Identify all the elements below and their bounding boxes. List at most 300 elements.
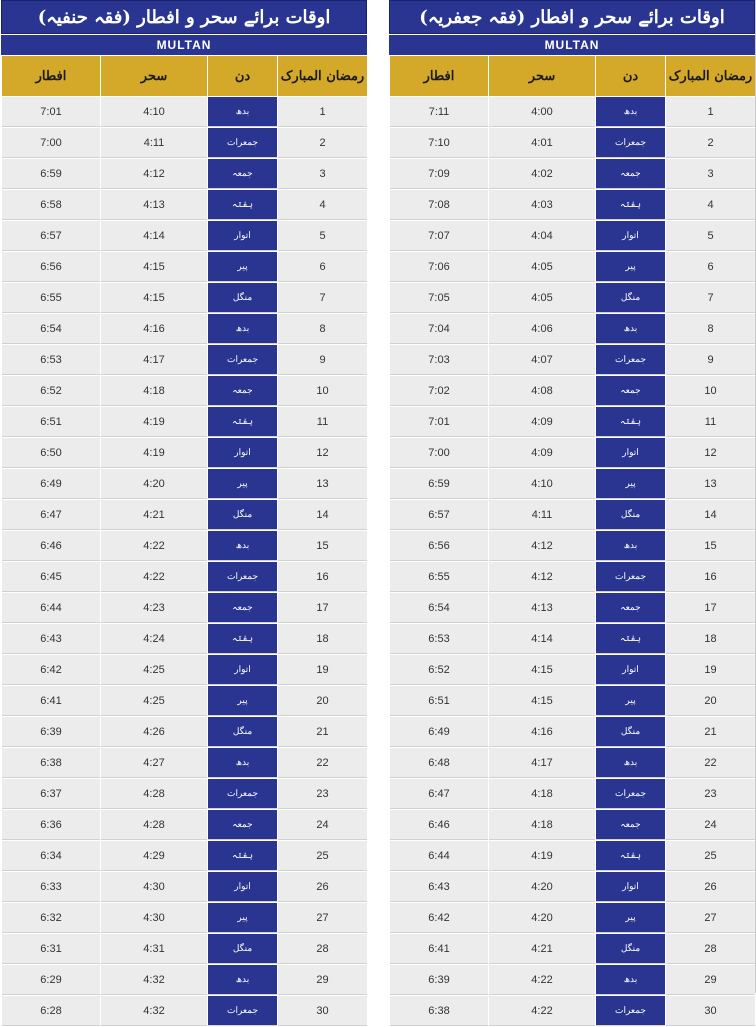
day-cell: منگل [596, 717, 665, 747]
sehr-cell: 4:31 [101, 934, 207, 964]
iftar-cell: 7:01 [390, 407, 488, 437]
sehr-cell: 4:15 [489, 655, 595, 685]
iftar-cell: 6:52 [2, 376, 100, 406]
ramadan-day-number: 7 [278, 283, 367, 313]
iftar-cell: 6:42 [2, 655, 100, 685]
sehr-cell: 4:19 [101, 407, 207, 437]
hanafi-timetable-panel [1, 0, 367, 1017]
sehr-cell: 4:15 [101, 283, 207, 313]
sehr-cell: 4:20 [489, 872, 595, 902]
table-row [2, 159, 367, 189]
sehr-cell: 4:19 [489, 841, 595, 871]
table-row [390, 252, 755, 282]
day-cell: جمعہ [596, 810, 665, 840]
day-cell: جمعہ [596, 376, 665, 406]
iftar-cell: 7:07 [390, 221, 488, 251]
timetable [1, 55, 368, 1027]
iftar-cell: 6:33 [2, 872, 100, 902]
day-cell: منگل [208, 500, 277, 530]
ramadan-day-number: 24 [666, 810, 755, 840]
header-iftar: افطار [390, 56, 488, 96]
table-row [2, 128, 367, 158]
day-cell: ہفتہ [596, 624, 665, 654]
day-cell: بدھ [596, 314, 665, 344]
day-cell: بدھ [208, 97, 277, 127]
sehr-cell: 4:14 [489, 624, 595, 654]
ramadan-day-number: 17 [278, 593, 367, 623]
timetable [389, 55, 756, 1027]
sehr-cell: 4:14 [101, 221, 207, 251]
iftar-cell: 6:49 [390, 717, 488, 747]
ramadan-day-number: 23 [278, 779, 367, 809]
ramadan-day-number: 30 [666, 996, 755, 1026]
sehr-cell: 4:28 [101, 810, 207, 840]
ramadan-day-number: 25 [278, 841, 367, 871]
ramadan-day-number: 10 [666, 376, 755, 406]
day-cell: بدھ [208, 531, 277, 561]
sehr-cell: 4:00 [489, 97, 595, 127]
table-row [2, 283, 367, 313]
iftar-cell: 7:10 [390, 128, 488, 158]
sehr-cell: 4:16 [101, 314, 207, 344]
table-row [390, 345, 755, 375]
iftar-cell: 6:55 [390, 562, 488, 592]
table-row [2, 221, 367, 251]
day-cell: ہفتہ [208, 624, 277, 654]
day-cell: منگل [208, 283, 277, 313]
sehr-cell: 4:08 [489, 376, 595, 406]
iftar-cell: 6:39 [2, 717, 100, 747]
sehr-cell: 4:12 [489, 562, 595, 592]
table-row [390, 221, 755, 251]
table-row [390, 97, 755, 127]
iftar-cell: 6:34 [2, 841, 100, 871]
iftar-cell: 6:52 [390, 655, 488, 685]
sehr-cell: 4:25 [101, 655, 207, 685]
day-cell: جمعرات [208, 345, 277, 375]
table-row [2, 97, 367, 127]
day-cell: جمعرات [596, 779, 665, 809]
header-ramadan: رمضان المبارک [278, 56, 367, 96]
day-cell: جمعرات [596, 345, 665, 375]
table-row [2, 593, 367, 623]
day-cell: ہفتہ [208, 190, 277, 220]
sehr-cell: 4:30 [101, 872, 207, 902]
sehr-cell: 4:18 [101, 376, 207, 406]
sehr-cell: 4:20 [101, 469, 207, 499]
iftar-cell: 6:44 [390, 841, 488, 871]
table-row [2, 624, 367, 654]
ramadan-day-number: 23 [666, 779, 755, 809]
table-row [2, 841, 367, 871]
ramadan-day-number: 12 [278, 438, 367, 468]
sehr-cell: 4:05 [489, 252, 595, 282]
iftar-cell: 6:50 [2, 438, 100, 468]
ramadan-day-number: 27 [278, 903, 367, 933]
iftar-cell: 6:46 [390, 810, 488, 840]
table-row [390, 934, 755, 964]
iftar-cell: 6:51 [2, 407, 100, 437]
day-cell: جمعرات [596, 562, 665, 592]
iftar-cell: 6:29 [2, 965, 100, 995]
table-row [390, 717, 755, 747]
iftar-cell: 6:41 [2, 686, 100, 716]
day-cell: پیر [208, 469, 277, 499]
table-row [390, 593, 755, 623]
ramadan-day-number: 1 [666, 97, 755, 127]
day-cell: پیر [596, 469, 665, 499]
iftar-cell: 6:43 [2, 624, 100, 654]
iftar-cell: 6:59 [2, 159, 100, 189]
iftar-cell: 6:47 [2, 500, 100, 530]
day-cell: پیر [596, 252, 665, 282]
sehr-cell: 4:12 [489, 531, 595, 561]
ramadan-day-number: 3 [666, 159, 755, 189]
sehr-cell: 4:11 [489, 500, 595, 530]
day-cell: جمعرات [208, 779, 277, 809]
table-row [390, 128, 755, 158]
iftar-cell: 6:57 [2, 221, 100, 251]
ramadan-day-number: 21 [666, 717, 755, 747]
sehr-cell: 4:09 [489, 407, 595, 437]
ramadan-day-number: 29 [666, 965, 755, 995]
iftar-cell: 6:43 [390, 872, 488, 902]
iftar-cell: 6:48 [390, 748, 488, 778]
header-row [390, 56, 755, 96]
sehr-cell: 4:28 [101, 779, 207, 809]
table-row [2, 872, 367, 902]
sehr-cell: 4:03 [489, 190, 595, 220]
sehr-cell: 4:26 [101, 717, 207, 747]
day-cell: جمعرات [208, 562, 277, 592]
header-row [2, 56, 367, 96]
sehr-cell: 4:20 [489, 903, 595, 933]
iftar-cell: 6:57 [390, 500, 488, 530]
sehr-cell: 4:15 [489, 686, 595, 716]
table-row [390, 469, 755, 499]
day-cell: پیر [208, 903, 277, 933]
iftar-cell: 6:28 [2, 996, 100, 1026]
sehr-cell: 4:12 [101, 159, 207, 189]
ramadan-day-number: 19 [278, 655, 367, 685]
table-row [2, 748, 367, 778]
ramadan-day-number: 22 [278, 748, 367, 778]
table-row [2, 717, 367, 747]
sehr-cell: 4:16 [489, 717, 595, 747]
table-row [390, 903, 755, 933]
sehr-cell: 4:32 [101, 965, 207, 995]
table-row [390, 438, 755, 468]
timetable-body [2, 97, 367, 1026]
table-row [390, 779, 755, 809]
table-row [2, 190, 367, 220]
sehr-cell: 4:05 [489, 283, 595, 313]
iftar-cell: 6:45 [2, 562, 100, 592]
day-cell: منگل [596, 934, 665, 964]
day-cell: اتوار [596, 655, 665, 685]
day-cell: بدھ [208, 965, 277, 995]
table-row [390, 500, 755, 530]
iftar-cell: 7:02 [390, 376, 488, 406]
ramadan-day-number: 8 [666, 314, 755, 344]
ramadan-day-number: 26 [278, 872, 367, 902]
day-cell: بدھ [596, 97, 665, 127]
day-cell: بدھ [208, 314, 277, 344]
sehr-cell: 4:22 [101, 531, 207, 561]
day-cell: بدھ [596, 748, 665, 778]
iftar-cell: 6:31 [2, 934, 100, 964]
ramadan-day-number: 14 [666, 500, 755, 530]
table-row [390, 748, 755, 778]
sehr-cell: 4:11 [101, 128, 207, 158]
day-cell: ہفتہ [208, 407, 277, 437]
ramadan-day-number: 20 [666, 686, 755, 716]
header-iftar: افطار [2, 56, 100, 96]
day-cell: جمعرات [596, 996, 665, 1026]
table-row [2, 531, 367, 561]
iftar-cell: 6:42 [390, 903, 488, 933]
iftar-cell: 6:53 [2, 345, 100, 375]
iftar-cell: 6:39 [390, 965, 488, 995]
sehr-cell: 4:22 [489, 965, 595, 995]
ramadan-day-number: 28 [278, 934, 367, 964]
day-cell: اتوار [208, 438, 277, 468]
ramadan-day-number: 5 [278, 221, 367, 251]
iftar-cell: 7:04 [390, 314, 488, 344]
sehr-cell: 4:24 [101, 624, 207, 654]
table-row [2, 407, 367, 437]
sehr-cell: 4:27 [101, 748, 207, 778]
ramadan-day-number: 7 [666, 283, 755, 313]
day-cell: ہفتہ [208, 841, 277, 871]
sehr-cell: 4:01 [489, 128, 595, 158]
day-cell: منگل [208, 934, 277, 964]
ramadan-day-number: 13 [278, 469, 367, 499]
day-cell: جمعہ [208, 810, 277, 840]
table-row [390, 562, 755, 592]
iftar-cell: 6:51 [390, 686, 488, 716]
table-row [390, 376, 755, 406]
panel-title: اوقات برائے سحر و افطار (فقہ حنفیہ) [1, 0, 367, 34]
header-sehr: سحر [101, 56, 207, 96]
ramadan-day-number: 18 [278, 624, 367, 654]
iftar-cell: 6:59 [390, 469, 488, 499]
day-cell: پیر [208, 686, 277, 716]
iftar-cell: 6:37 [2, 779, 100, 809]
ramadan-day-number: 16 [666, 562, 755, 592]
sehr-cell: 4:32 [101, 996, 207, 1026]
iftar-cell: 6:54 [2, 314, 100, 344]
iftar-cell: 6:36 [2, 810, 100, 840]
sehr-cell: 4:21 [489, 934, 595, 964]
iftar-cell: 6:38 [2, 748, 100, 778]
ramadan-day-number: 20 [278, 686, 367, 716]
sehr-cell: 4:18 [489, 810, 595, 840]
iftar-cell: 6:44 [2, 593, 100, 623]
table-row [2, 469, 367, 499]
day-cell: جمعہ [596, 593, 665, 623]
iftar-cell: 6:32 [2, 903, 100, 933]
table-row [390, 314, 755, 344]
ramadan-day-number: 19 [666, 655, 755, 685]
ramadan-day-number: 12 [666, 438, 755, 468]
sehr-cell: 4:02 [489, 159, 595, 189]
sehr-cell: 4:10 [101, 97, 207, 127]
ramadan-day-number: 30 [278, 996, 367, 1026]
day-cell: جمعہ [596, 159, 665, 189]
sehr-cell: 4:30 [101, 903, 207, 933]
iftar-cell: 6:41 [390, 934, 488, 964]
day-cell: اتوار [208, 872, 277, 902]
day-cell: بدھ [596, 965, 665, 995]
sehr-cell: 4:06 [489, 314, 595, 344]
table-row [390, 624, 755, 654]
ramadan-day-number: 27 [666, 903, 755, 933]
ramadan-day-number: 3 [278, 159, 367, 189]
ramadan-day-number: 6 [666, 252, 755, 282]
table-row [390, 872, 755, 902]
day-cell: جمعرات [596, 128, 665, 158]
table-row [2, 965, 367, 995]
day-cell: اتوار [596, 221, 665, 251]
table-row [2, 345, 367, 375]
table-row [390, 996, 755, 1026]
iftar-cell: 6:56 [390, 531, 488, 561]
sehr-cell: 4:09 [489, 438, 595, 468]
iftar-cell: 7:09 [390, 159, 488, 189]
iftar-cell: 7:11 [390, 97, 488, 127]
iftar-cell: 7:03 [390, 345, 488, 375]
iftar-cell: 7:00 [2, 128, 100, 158]
jafaria-timetable-panel [389, 0, 755, 1017]
ramadan-day-number: 15 [666, 531, 755, 561]
iftar-cell: 6:46 [2, 531, 100, 561]
iftar-cell: 7:00 [390, 438, 488, 468]
iftar-cell: 6:56 [2, 252, 100, 282]
day-cell: ہفتہ [596, 841, 665, 871]
table-row [2, 934, 367, 964]
day-cell: اتوار [208, 655, 277, 685]
timetable-body [390, 97, 755, 1026]
header-sehr: سحر [489, 56, 595, 96]
ramadan-day-number: 25 [666, 841, 755, 871]
ramadan-day-number: 10 [278, 376, 367, 406]
day-cell: منگل [208, 717, 277, 747]
ramadan-day-number: 26 [666, 872, 755, 902]
day-cell: منگل [596, 500, 665, 530]
iftar-cell: 7:01 [2, 97, 100, 127]
header-ramadan: رمضان المبارک [666, 56, 755, 96]
sehr-cell: 4:25 [101, 686, 207, 716]
table-row [2, 376, 367, 406]
day-cell: بدھ [208, 748, 277, 778]
panel-title: اوقات برائے سحر و افطار (فقہ جعفریہ) [389, 0, 755, 34]
sehr-cell: 4:04 [489, 221, 595, 251]
ramadan-day-number: 2 [278, 128, 367, 158]
sehr-cell: 4:22 [489, 996, 595, 1026]
table-row [2, 779, 367, 809]
ramadan-day-number: 9 [278, 345, 367, 375]
table-row [390, 531, 755, 561]
table-row [390, 159, 755, 189]
iftar-cell: 6:38 [390, 996, 488, 1026]
table-row [2, 903, 367, 933]
sehr-cell: 4:17 [101, 345, 207, 375]
table-row [2, 562, 367, 592]
ramadan-day-number: 14 [278, 500, 367, 530]
table-row [2, 810, 367, 840]
ramadan-day-number: 5 [666, 221, 755, 251]
iftar-cell: 6:55 [2, 283, 100, 313]
day-cell: پیر [596, 686, 665, 716]
day-cell: اتوار [208, 221, 277, 251]
header-day: دن [208, 56, 277, 96]
sehr-cell: 4:10 [489, 469, 595, 499]
iftar-cell: 6:54 [390, 593, 488, 623]
sehr-cell: 4:15 [101, 252, 207, 282]
ramadan-day-number: 13 [666, 469, 755, 499]
table-row [390, 407, 755, 437]
sehr-cell: 4:13 [489, 593, 595, 623]
table-row [2, 252, 367, 282]
table-row [390, 283, 755, 313]
ramadan-day-number: 22 [666, 748, 755, 778]
city-label: MULTAN [1, 35, 367, 55]
table-row [390, 810, 755, 840]
day-cell: جمعرات [208, 128, 277, 158]
day-cell: جمعہ [208, 159, 277, 189]
sehr-cell: 4:21 [101, 500, 207, 530]
table-row [2, 500, 367, 530]
day-cell: جمعہ [208, 376, 277, 406]
day-cell: ہفتہ [596, 190, 665, 220]
ramadan-day-number: 21 [278, 717, 367, 747]
ramadan-day-number: 9 [666, 345, 755, 375]
ramadan-day-number: 18 [666, 624, 755, 654]
day-cell: جمعہ [208, 593, 277, 623]
ramadan-day-number: 17 [666, 593, 755, 623]
day-cell: اتوار [596, 872, 665, 902]
ramadan-day-number: 11 [278, 407, 367, 437]
iftar-cell: 6:53 [390, 624, 488, 654]
sehr-cell: 4:17 [489, 748, 595, 778]
table-row [2, 314, 367, 344]
iftar-cell: 7:06 [390, 252, 488, 282]
ramadan-day-number: 16 [278, 562, 367, 592]
table-row [390, 655, 755, 685]
ramadan-day-number: 11 [666, 407, 755, 437]
ramadan-day-number: 8 [278, 314, 367, 344]
ramadan-day-number: 15 [278, 531, 367, 561]
table-row [2, 655, 367, 685]
day-cell: بدھ [596, 531, 665, 561]
table-row [390, 686, 755, 716]
sehr-cell: 4:18 [489, 779, 595, 809]
table-row [390, 841, 755, 871]
day-cell: پیر [596, 903, 665, 933]
ramadan-day-number: 1 [278, 97, 367, 127]
sehr-cell: 4:23 [101, 593, 207, 623]
sehr-cell: 4:22 [101, 562, 207, 592]
sehr-cell: 4:13 [101, 190, 207, 220]
header-day: دن [596, 56, 665, 96]
ramadan-day-number: 28 [666, 934, 755, 964]
table-row [390, 190, 755, 220]
ramadan-day-number: 4 [666, 190, 755, 220]
day-cell: منگل [596, 283, 665, 313]
iftar-cell: 6:47 [390, 779, 488, 809]
iftar-cell: 6:58 [2, 190, 100, 220]
